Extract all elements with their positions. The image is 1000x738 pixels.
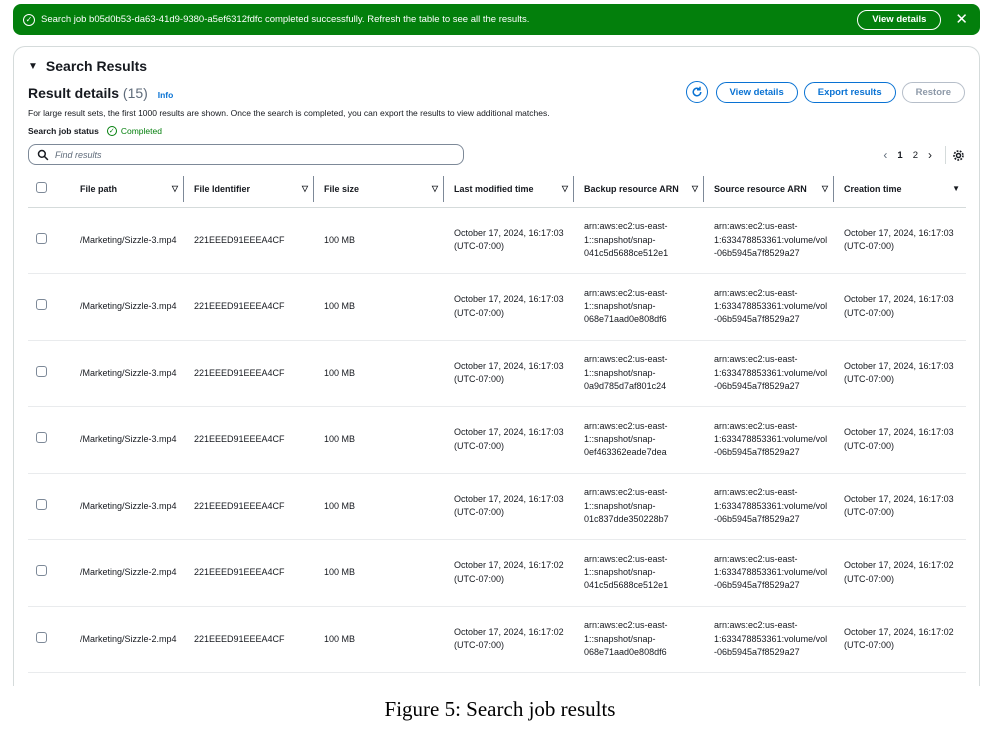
backup-arn-cell: arn:aws:ec2:us-east-1::snapshot/snap-0ef463362eade7dea	[574, 407, 704, 474]
file-identifier-cell: 221EEED91EEEA4CF	[184, 473, 314, 540]
sort-caret-icon[interactable]: ▽	[301, 184, 308, 194]
section-title: Search Results	[45, 58, 148, 74]
file-size-cell: 100 MB	[314, 540, 444, 607]
file-size-cell: 100 MB	[314, 473, 444, 540]
job-status-value: Completed	[120, 126, 162, 136]
creation-time-cell: October 17, 2024, 16:17:02 (UTC-07:00)	[834, 606, 966, 673]
row-select-cell	[28, 606, 70, 673]
file-identifier-cell: 221EEED91EEEA4CF	[184, 606, 314, 673]
col-label: Last modified time	[454, 183, 534, 194]
col-label: File path	[80, 183, 118, 194]
search-input[interactable]	[55, 150, 435, 160]
result-details-heading	[28, 85, 173, 101]
last-modified-cell: October 17, 2024, 16:17:03 (UTC-07:00)	[444, 340, 574, 407]
row-select-cell	[28, 540, 70, 607]
gear-icon[interactable]	[952, 149, 965, 162]
last-modified-cell: October 17, 2024, 16:17:03 (UTC-07:00)	[444, 473, 574, 540]
result-details-description: For large result sets, the first 1000 results are shown. Once the search is completed, you can export the results to view additional matches.	[28, 108, 550, 118]
creation-time-cell: October 17, 2024, 16:17:03 (UTC-07:00)	[834, 274, 966, 341]
file-path-cell: /Marketing/Sizzle-3.mp4	[70, 473, 184, 540]
row-checkbox[interactable]	[36, 499, 47, 510]
close-icon[interactable]: ✕	[955, 11, 968, 28]
file-path-cell: /Marketing/Sizzle-3.mp4	[70, 207, 184, 274]
row-select-cell	[28, 407, 70, 474]
backup-arn-cell: arn:aws:ec2:us-east-1::snapshot/snap-068e71aad0e808df6	[574, 274, 704, 341]
sort-caret-icon[interactable]: ▽	[691, 184, 698, 194]
table-row	[28, 407, 966, 474]
file-identifier-cell: 221EEED91EEEA4CF	[184, 540, 314, 607]
col-label: Source resource ARN	[714, 183, 807, 194]
file-path-cell: /Marketing/Sizzle-3.mp4	[70, 340, 184, 407]
col-label: File Identifier	[194, 183, 251, 194]
row-select-cell	[28, 473, 70, 540]
header-actions	[686, 81, 965, 103]
select-all-cell	[28, 171, 70, 207]
col-header-last-modified[interactable]	[444, 171, 574, 207]
success-check-icon: ✓	[23, 14, 35, 26]
select-all-checkbox[interactable]	[36, 182, 47, 193]
source-arn-cell: arn:aws:ec2:us-east-1:633478853361:volume/vol-06b5945a7f8529a27	[704, 407, 834, 474]
file-path-cell: /Marketing/Sizzle-3.mp4	[70, 274, 184, 341]
col-header-creation-time[interactable]	[834, 171, 966, 207]
file-identifier-cell: 221EEED91EEEA4CF	[184, 340, 314, 407]
row-checkbox[interactable]	[36, 432, 47, 443]
page-2[interactable]: 2	[912, 149, 918, 161]
col-header-backup-arn[interactable]	[574, 171, 704, 207]
row-checkbox[interactable]	[36, 233, 47, 244]
table-row	[28, 473, 966, 540]
file-size-cell: 100 MB	[314, 340, 444, 407]
find-results-search[interactable]	[28, 144, 464, 165]
col-header-file-path[interactable]	[70, 171, 184, 207]
row-select-cell	[28, 274, 70, 341]
export-results-button[interactable]: Export results	[804, 82, 896, 103]
caret-down-icon[interactable]: ▼	[28, 60, 38, 72]
last-modified-cell: October 17, 2024, 16:17:02 (UTC-07:00)	[444, 606, 574, 673]
source-arn-cell: arn:aws:ec2:us-east-1:633478853361:volume/vol-06b5945a7f8529a27	[704, 207, 834, 274]
search-job-status	[28, 126, 162, 136]
refresh-icon	[691, 86, 703, 98]
search-results-panel	[13, 46, 980, 686]
col-header-file-identifier[interactable]	[184, 171, 314, 207]
sort-caret-icon[interactable]: ▽	[431, 184, 438, 194]
sort-caret-icon[interactable]: ▽	[171, 184, 178, 194]
backup-arn-cell: arn:aws:ec2:us-east-1::snapshot/snap-01c837dde350228b7	[574, 473, 704, 540]
result-count: (15)	[122, 85, 148, 101]
job-status-label: Search job status	[28, 126, 99, 136]
source-arn-cell: arn:aws:ec2:us-east-1:633478853361:volume/vol-06b5945a7f8529a27	[704, 340, 834, 407]
col-label: File size	[324, 183, 360, 194]
last-modified-cell: October 17, 2024, 16:17:03 (UTC-07:00)	[444, 274, 574, 341]
file-path-cell: /Marketing/Sizzle-2.mp4	[70, 606, 184, 673]
col-header-file-size[interactable]	[314, 171, 444, 207]
sort-desc-icon[interactable]: ▼	[952, 184, 960, 194]
table-row	[28, 274, 966, 341]
search-icon	[37, 149, 49, 161]
file-size-cell: 100 MB	[314, 407, 444, 474]
file-identifier-cell: 221EEED91EEEA4CF	[184, 207, 314, 274]
pagination	[878, 146, 965, 164]
table-header-row	[28, 171, 966, 207]
restore-button[interactable]: Restore	[902, 82, 965, 103]
creation-time-cell: October 17, 2024, 16:17:03 (UTC-07:00)	[834, 473, 966, 540]
file-size-cell: 100 MB	[314, 207, 444, 274]
file-size-cell: 100 MB	[314, 274, 444, 341]
check-circle-icon: ✓	[107, 126, 117, 136]
col-label: Creation time	[844, 183, 902, 194]
table-row	[28, 207, 966, 274]
banner-view-details-button[interactable]: View details	[857, 10, 941, 30]
backup-arn-cell: arn:aws:ec2:us-east-1::snapshot/snap-041c5d5688ce512e1	[574, 207, 704, 274]
last-modified-cell: October 17, 2024, 16:17:03 (UTC-07:00)	[444, 207, 574, 274]
file-path-cell: /Marketing/Sizzle-3.mp4	[70, 407, 184, 474]
source-arn-cell: arn:aws:ec2:us-east-1:633478853361:volume/vol-06b5945a7f8529a27	[704, 540, 834, 607]
file-size-cell: 100 MB	[314, 606, 444, 673]
row-select-cell	[28, 340, 70, 407]
creation-time-cell: October 17, 2024, 16:17:02 (UTC-07:00)	[834, 540, 966, 607]
creation-time-cell: October 17, 2024, 16:17:03 (UTC-07:00)	[834, 207, 966, 274]
backup-arn-cell: arn:aws:ec2:us-east-1::snapshot/snap-0a9d785d7af801c24	[574, 340, 704, 407]
last-modified-cell: October 17, 2024, 16:17:03 (UTC-07:00)	[444, 407, 574, 474]
row-checkbox[interactable]	[36, 565, 47, 576]
row-checkbox[interactable]	[36, 299, 47, 310]
result-details-title: Result details	[28, 85, 120, 101]
banner-message: Search job b05d0b53-da63-41d9-9380-a5ef6312fdfc completed successfully. Refresh the table to see all the results.	[41, 14, 530, 25]
col-header-source-arn[interactable]	[704, 171, 834, 207]
file-identifier-cell: 221EEED91EEEA4CF	[184, 407, 314, 474]
refresh-button[interactable]	[686, 81, 708, 103]
sort-caret-icon[interactable]: ▽	[561, 184, 568, 194]
file-path-cell: /Marketing/Sizzle-2.mp4	[70, 540, 184, 607]
creation-time-cell: October 17, 2024, 16:17:03 (UTC-07:00)	[834, 340, 966, 407]
chevron-right-icon[interactable]: ›	[928, 148, 932, 162]
backup-arn-cell: arn:aws:ec2:us-east-1::snapshot/snap-041c5d5688ce512e1	[574, 540, 704, 607]
results-table	[28, 171, 966, 673]
pager-divider	[945, 146, 946, 164]
figure-caption: Figure 5: Search job results	[384, 697, 616, 721]
chevron-left-icon[interactable]: ‹	[883, 148, 888, 162]
sort-caret-icon[interactable]: ▽	[821, 184, 828, 194]
status-badge	[107, 126, 162, 136]
row-select-cell	[28, 207, 70, 274]
info-link[interactable]: Info	[157, 90, 174, 100]
view-details-button[interactable]: View details	[716, 82, 798, 103]
backup-arn-cell: arn:aws:ec2:us-east-1::snapshot/snap-068e71aad0e808df6	[574, 606, 704, 673]
source-arn-cell: arn:aws:ec2:us-east-1:633478853361:volume/vol-06b5945a7f8529a27	[704, 606, 834, 673]
source-arn-cell: arn:aws:ec2:us-east-1:633478853361:volume/vol-06b5945a7f8529a27	[704, 473, 834, 540]
page-1[interactable]: 1	[897, 149, 903, 161]
search-results-section-header[interactable]	[28, 58, 147, 74]
row-checkbox[interactable]	[36, 632, 47, 643]
table-row	[28, 606, 966, 673]
col-label: Backup resource ARN	[584, 183, 679, 194]
success-flash-banner	[13, 4, 980, 35]
table-row	[28, 340, 966, 407]
source-arn-cell: arn:aws:ec2:us-east-1:633478853361:volume/vol-06b5945a7f8529a27	[704, 274, 834, 341]
last-modified-cell: October 17, 2024, 16:17:02 (UTC-07:00)	[444, 540, 574, 607]
creation-time-cell: October 17, 2024, 16:17:03 (UTC-07:00)	[834, 407, 966, 474]
row-checkbox[interactable]	[36, 366, 47, 377]
table-row	[28, 540, 966, 607]
file-identifier-cell: 221EEED91EEEA4CF	[184, 274, 314, 341]
